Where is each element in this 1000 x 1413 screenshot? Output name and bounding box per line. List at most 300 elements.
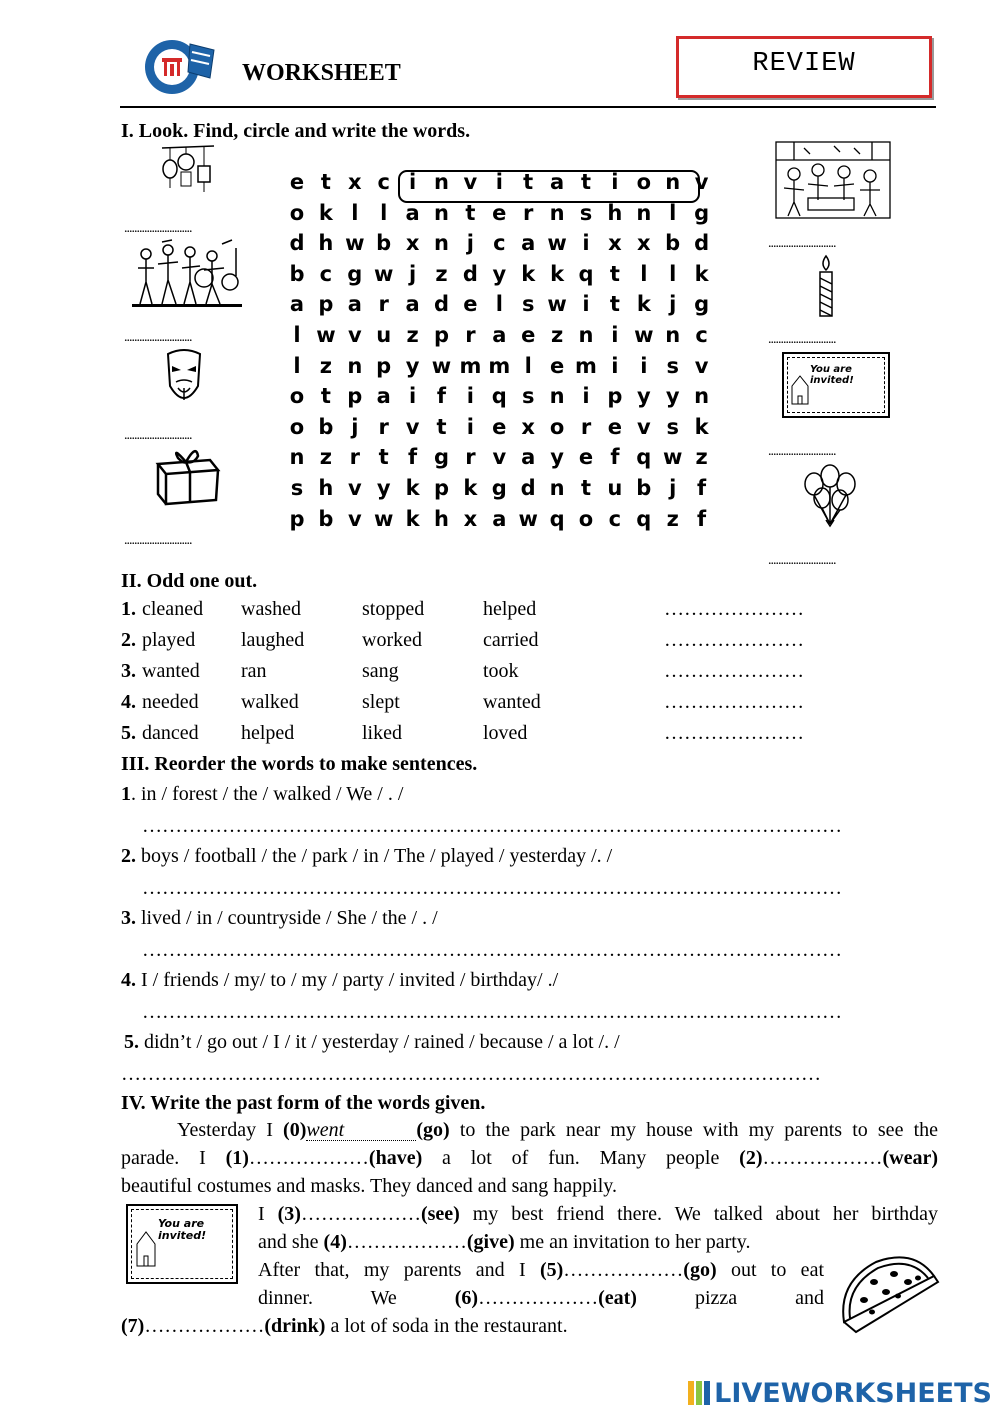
grid-letter[interactable]: o	[578, 506, 594, 531]
text-yesterday: Yesterday I	[177, 1119, 273, 1141]
grid-letter[interactable]: k	[550, 261, 565, 286]
grid-letter[interactable]: k	[405, 506, 420, 531]
grid-letter[interactable]: e	[492, 200, 507, 225]
answer-blank-2[interactable]: ...........................	[124, 330, 192, 345]
grid-letter[interactable]: x	[463, 506, 478, 531]
grid-letter[interactable]: y	[550, 445, 564, 470]
grid-letter[interactable]: n	[289, 445, 305, 470]
verb-drink: (drink)	[264, 1315, 326, 1337]
reorder-item	[121, 842, 612, 870]
invitation-card-picture	[126, 1204, 238, 1284]
grid-letter[interactable]: d	[289, 231, 305, 256]
odd-word[interactable]: wanted	[142, 660, 200, 682]
num-2: (2)	[739, 1147, 763, 1169]
grid-letter[interactable]: n	[434, 170, 449, 194]
blank-1[interactable]: ………………	[248, 1147, 369, 1169]
odd-word[interactable]: carried	[483, 629, 539, 651]
odd-word[interactable]: needed	[142, 691, 199, 713]
grid-letter[interactable]: i	[640, 353, 648, 378]
num-0: (0)	[283, 1119, 307, 1141]
reorder-answer-line[interactable]: ……………………………………………………………………………………………	[142, 1001, 842, 1023]
grid-letter[interactable]: q	[578, 261, 594, 286]
grid-letter[interactable]: p	[347, 384, 363, 409]
text-after-5: out to eat	[730, 1259, 824, 1281]
grid-letter[interactable]: z	[406, 323, 419, 347]
odd-word[interactable]: cleaned	[142, 598, 204, 620]
verb-go-0: (go)	[416, 1119, 450, 1141]
num-7: (7)	[121, 1315, 145, 1337]
grid-letter[interactable]: x	[608, 231, 622, 256]
blank-7[interactable]: ………………	[144, 1315, 265, 1337]
grid-letter[interactable]: i	[611, 323, 619, 347]
grid-letter[interactable]: r	[349, 445, 360, 470]
grid-letter[interactable]: e	[492, 414, 507, 439]
grid-letter[interactable]: i	[582, 384, 590, 409]
odd-row-number: 1.	[121, 598, 136, 620]
odd-word[interactable]: liked	[362, 722, 402, 744]
grid-letter[interactable]: f	[408, 445, 418, 470]
grid-letter[interactable]: w	[547, 231, 567, 256]
grid-letter[interactable]: w	[316, 323, 336, 347]
grid-letter[interactable]: w	[547, 292, 567, 317]
answer-blank-4[interactable]: ...........................	[124, 533, 192, 548]
grid-letter[interactable]: n	[549, 384, 565, 409]
grid-letter[interactable]: b	[665, 231, 681, 256]
grid-letter[interactable]: n	[434, 200, 449, 225]
text-dinner: dinner.	[258, 1287, 313, 1309]
example-answer[interactable]: went	[306, 1120, 416, 1141]
blank-4[interactable]: ………………	[346, 1231, 467, 1253]
grid-letter[interactable]: s	[521, 384, 535, 409]
grid-letter[interactable]: t	[436, 414, 447, 439]
grid-letter[interactable]: v	[694, 170, 709, 194]
candle-icon	[814, 254, 838, 324]
brand-text: LIVEWORKSHEETS	[714, 1378, 992, 1409]
reorder-words: . in / forest / the / walked / We / . /	[131, 783, 404, 805]
reorder-answer-line[interactable]: ……………………………………………………………………………………………	[121, 1063, 821, 1085]
odd-word[interactable]: loved	[483, 722, 528, 744]
odd-row-number: 4.	[121, 691, 136, 713]
grid-letter[interactable]: p	[433, 323, 450, 347]
grid-letter[interactable]: d	[462, 261, 478, 286]
odd-row-number: 3.	[121, 660, 136, 682]
text-we: We	[370, 1287, 397, 1309]
text-after-1: a lot of fun. Many people	[442, 1147, 720, 1169]
odd-word[interactable]: took	[483, 660, 519, 682]
grid-letter[interactable]: e	[607, 414, 623, 439]
grid-letter[interactable]: t	[609, 261, 620, 286]
grid-letter[interactable]: v	[347, 323, 362, 347]
grid-letter[interactable]: n	[549, 476, 565, 500]
grid-letter[interactable]: m	[459, 353, 482, 378]
grid-letter[interactable]: x	[348, 170, 362, 194]
grid-letter[interactable]: c	[319, 261, 333, 286]
grid-letter[interactable]: s	[666, 353, 679, 378]
grid-letter[interactable]: s	[579, 200, 593, 225]
answer-blank-8[interactable]: ...........................	[768, 553, 836, 568]
reorder-answer-line[interactable]: ……………………………………………………………………………………………	[142, 815, 842, 837]
grid-letter[interactable]: h	[318, 231, 334, 256]
gift-icon	[150, 444, 226, 514]
reorder-number: 1	[121, 783, 131, 805]
grid-letter[interactable]: v	[492, 445, 507, 470]
text-after-4: me an invitation to her party.	[519, 1231, 751, 1253]
grid-letter[interactable]: n	[694, 384, 710, 409]
paragraph-line-4	[258, 1200, 938, 1228]
liveworksheets-brand	[688, 1378, 992, 1409]
grid-letter[interactable]: z	[435, 261, 448, 286]
grid-letter[interactable]: w	[373, 261, 394, 286]
grid-letter[interactable]: t	[320, 170, 331, 194]
blank-5[interactable]: ………………	[563, 1259, 684, 1281]
word-search-grid	[282, 170, 732, 540]
grid-letter[interactable]: g	[694, 292, 710, 317]
grid-letter[interactable]: l	[524, 353, 532, 378]
grid-letter[interactable]: r	[465, 323, 476, 347]
grid-letter[interactable]: l	[293, 323, 301, 347]
grid-letter[interactable]: k	[521, 261, 536, 286]
text-pizza: pizza	[694, 1287, 738, 1309]
odd-answer-blank[interactable]: …………………	[664, 629, 804, 651]
blank-3[interactable]: ………………	[300, 1203, 421, 1225]
grid-letter[interactable]: k	[318, 200, 333, 225]
odd-word[interactable]: stopped	[362, 598, 425, 620]
reorder-words: lived / in / countryside / She / the / . /	[136, 907, 438, 929]
grid-letter[interactable]: u	[376, 323, 392, 347]
grid-letter[interactable]: l	[293, 353, 301, 378]
grid-letter[interactable]: n	[549, 200, 565, 225]
grid-letter[interactable]: r	[378, 414, 389, 439]
school-logo	[140, 38, 216, 96]
grid-letter[interactable]: b	[376, 231, 392, 256]
text-after: After that, my parents and I	[258, 1259, 526, 1281]
grid-letter[interactable]: k	[463, 476, 478, 500]
grid-letter[interactable]: i	[408, 170, 417, 194]
mask-icon	[164, 348, 204, 414]
grid-letter[interactable]: a	[521, 231, 536, 256]
grid-letter[interactable]: n	[578, 323, 594, 347]
grid-letter[interactable]: p	[318, 292, 334, 317]
grid-letter[interactable]: t	[580, 170, 592, 194]
grid-letter[interactable]: p	[433, 476, 450, 500]
party-icon	[774, 140, 892, 226]
grid-letter[interactable]: w	[431, 353, 452, 378]
grid-letter[interactable]: g	[694, 200, 710, 225]
num-1: (1)	[225, 1147, 249, 1169]
text-after-0: to the park near my house with my parents to see the	[459, 1119, 939, 1141]
reorder-answer-line[interactable]: ……………………………………………………………………………………………	[142, 877, 842, 899]
grid-letter[interactable]: b	[318, 506, 334, 531]
grid-letter[interactable]: x	[637, 231, 651, 256]
balloons-icon	[800, 464, 860, 536]
card-text: You are invited!	[810, 364, 854, 386]
circled-word-invitation	[398, 170, 700, 203]
grid-letter[interactable]: i	[495, 170, 503, 194]
paragraph-line-1	[121, 1116, 938, 1144]
parade-icon	[132, 238, 242, 316]
grid-letter[interactable]: v	[347, 506, 362, 531]
section2-heading: II. Odd one out.	[121, 570, 258, 592]
grid-letter[interactable]: w	[345, 231, 365, 256]
grid-letter[interactable]: f	[697, 506, 707, 531]
reorder-answer-line[interactable]: ……………………………………………………………………………………………	[142, 939, 842, 961]
grid-letter[interactable]: z	[319, 353, 332, 378]
grid-letter[interactable]: j	[466, 231, 474, 256]
grid-letter[interactable]: b	[636, 476, 652, 500]
grid-letter[interactable]: b	[318, 414, 334, 439]
verb-wear: (wear)	[882, 1147, 939, 1169]
grid-letter[interactable]: n	[636, 200, 652, 225]
grid-letter[interactable]: s	[666, 414, 679, 439]
grid-letter[interactable]: a	[405, 292, 420, 317]
grid-letter[interactable]: i	[611, 170, 619, 194]
num-3: (3)	[277, 1203, 301, 1225]
grid-letter[interactable]: l	[669, 261, 677, 286]
grid-letter[interactable]: y	[405, 353, 420, 378]
grid-letter[interactable]: i	[611, 353, 619, 378]
grid-letter[interactable]: x	[405, 231, 420, 256]
liveworksheets-logo-icon	[688, 1381, 710, 1405]
review-label: REVIEW	[752, 49, 856, 79]
worksheet-title: WORKSHEET	[242, 60, 401, 86]
grid-letter[interactable]: a	[521, 445, 536, 470]
grid-letter[interactable]: k	[694, 414, 709, 439]
review-badge	[676, 36, 932, 98]
grid-letter[interactable]: d	[694, 231, 710, 256]
reorder-words: boys / football / the / park / in / The / played / yesterday /. /	[136, 845, 613, 867]
reorder-words: didn’t / go out / I / it / yesterday / rained / because / a lot /. /	[139, 1031, 620, 1053]
grid-letter[interactable]: f	[610, 445, 620, 470]
grid-letter[interactable]: w	[373, 506, 394, 531]
answer-blank-1[interactable]: ...........................	[124, 221, 192, 236]
grid-letter[interactable]: e	[578, 445, 594, 470]
answer-blank-7[interactable]: ...........................	[768, 444, 836, 459]
grid-letter[interactable]: s	[290, 476, 304, 500]
grid-letter[interactable]: h	[607, 200, 623, 225]
card-text-2: You are invited!	[158, 1217, 207, 1242]
reorder-number: 4.	[121, 969, 136, 991]
grid-letter[interactable]: q	[636, 506, 652, 531]
odd-word[interactable]: worked	[362, 629, 422, 651]
grid-letter[interactable]: g	[433, 445, 450, 470]
grid-letter[interactable]: e	[289, 170, 305, 194]
grid-letter[interactable]: i	[466, 384, 474, 409]
grid-letter[interactable]: y	[636, 384, 651, 409]
grid-letter[interactable]: d	[433, 292, 450, 317]
odd-word[interactable]: played	[142, 629, 196, 651]
grid-letter[interactable]: l	[351, 200, 359, 225]
answer-blank-5[interactable]: ...........................	[768, 236, 836, 251]
grid-letter[interactable]: x	[521, 414, 535, 439]
grid-letter[interactable]: c	[695, 323, 708, 347]
grid-letter[interactable]: l	[640, 261, 648, 286]
grid-letter[interactable]: l	[669, 200, 677, 225]
grid-letter[interactable]: v	[405, 414, 420, 439]
grid-letter[interactable]: f	[436, 384, 447, 409]
grid-letter[interactable]: y	[376, 476, 391, 500]
grid-letter[interactable]: r	[523, 200, 534, 225]
grid-letter[interactable]: p	[607, 384, 623, 409]
grid-letter[interactable]: o	[289, 200, 305, 225]
grid-letter[interactable]: a	[347, 292, 362, 317]
grid-letter[interactable]: v	[694, 353, 709, 378]
reorder-item	[124, 1028, 620, 1056]
grid-letter[interactable]: n	[347, 353, 363, 378]
grid-letter[interactable]: o	[289, 414, 305, 439]
grid-letter[interactable]: n	[434, 231, 449, 256]
grid-letter[interactable]: k	[405, 476, 420, 500]
grid-letter[interactable]: m	[488, 353, 511, 378]
text-parade: parade. I	[121, 1147, 206, 1169]
grid-letter[interactable]: l	[380, 200, 388, 225]
lanterns-icon	[158, 142, 218, 204]
grid-letter[interactable]: t	[523, 170, 534, 194]
grid-letter[interactable]: e	[521, 323, 536, 347]
odd-word[interactable]: ran	[241, 660, 267, 682]
paragraph-line-6	[258, 1256, 824, 1284]
grid-letter[interactable]: j	[669, 292, 677, 317]
odd-word[interactable]: washed	[241, 598, 301, 620]
grid-letter[interactable]: w	[634, 323, 654, 347]
grid-letter[interactable]: v	[347, 476, 362, 500]
grid-letter[interactable]: t	[580, 476, 592, 500]
grid-letter[interactable]: l	[495, 292, 503, 317]
grid-letter[interactable]: e	[463, 292, 478, 317]
grid-letter[interactable]: a	[550, 170, 565, 194]
invitation-card-icon	[782, 352, 890, 418]
grid-letter[interactable]: d	[520, 476, 536, 500]
blank-6[interactable]: ………………	[478, 1287, 599, 1309]
reorder-item	[121, 904, 438, 932]
odd-word[interactable]: sang	[362, 660, 399, 682]
verb-eat: (eat)	[598, 1287, 637, 1309]
text-i: I	[258, 1203, 265, 1225]
grid-letter[interactable]: a	[405, 200, 420, 225]
num-6: (6)	[454, 1287, 479, 1309]
grid-letter[interactable]: b	[289, 261, 305, 286]
grid-letter[interactable]: q	[636, 445, 652, 470]
grid-letter[interactable]: f	[697, 476, 707, 500]
grid-letter[interactable]: o	[289, 384, 305, 409]
grid-letter[interactable]: j	[351, 414, 359, 439]
grid-letter[interactable]: c	[377, 170, 390, 194]
grid-letter[interactable]: i	[408, 384, 417, 409]
grid-letter[interactable]: o	[549, 414, 565, 439]
section3-heading: III. Reorder the words to make sentences.	[121, 753, 478, 775]
grid-letter[interactable]: c	[493, 231, 506, 256]
num-4: (4)	[323, 1231, 347, 1253]
grid-letter[interactable]: g	[347, 261, 363, 286]
grid-letter[interactable]: m	[575, 353, 597, 378]
grid-letter[interactable]: r	[378, 292, 389, 317]
grid-letter[interactable]: z	[666, 506, 679, 531]
paragraph-line-7	[258, 1284, 824, 1312]
odd-answer-blank[interactable]: …………………	[664, 691, 804, 713]
reorder-item	[121, 780, 403, 808]
grid-letter[interactable]: g	[491, 476, 507, 500]
grid-letter[interactable]: a	[376, 384, 391, 409]
grid-letter[interactable]: v	[463, 170, 478, 194]
grid-letter[interactable]: c	[608, 506, 622, 531]
grid-letter[interactable]: q	[491, 384, 507, 409]
section4-heading: IV. Write the past form of the words given.	[121, 1092, 486, 1114]
odd-word[interactable]: helped	[483, 598, 537, 620]
grid-letter[interactable]: w	[662, 445, 683, 470]
grid-letter[interactable]: n	[665, 323, 681, 347]
grid-letter[interactable]: s	[521, 292, 535, 317]
grid-letter[interactable]: t	[320, 384, 331, 409]
reorder-number: 5.	[124, 1031, 139, 1053]
answer-blank-6[interactable]: ...........................	[768, 332, 836, 347]
grid-letter[interactable]: v	[636, 414, 651, 439]
grid-letter[interactable]: t	[465, 200, 476, 225]
header-divider	[120, 106, 936, 108]
verb-give: (give)	[466, 1231, 515, 1253]
grid-letter[interactable]: o	[636, 170, 652, 194]
odd-word[interactable]: helped	[241, 722, 295, 744]
odd-answer-blank[interactable]: …………………	[664, 722, 804, 744]
odd-answer-blank[interactable]: …………………	[664, 598, 804, 620]
grid-letter[interactable]: p	[289, 506, 305, 531]
num-5: (5)	[539, 1259, 564, 1281]
grid-letter[interactable]: i	[582, 231, 590, 256]
grid-letter[interactable]: r	[465, 445, 476, 470]
odd-word[interactable]: wanted	[483, 691, 541, 713]
grid-letter[interactable]: z	[319, 445, 332, 470]
grid-letter[interactable]: z	[550, 323, 564, 347]
odd-word[interactable]: slept	[362, 691, 400, 713]
grid-letter[interactable]: a	[492, 506, 507, 531]
grid-letter[interactable]: a	[289, 292, 305, 317]
verb-go-5: (go)	[683, 1259, 717, 1281]
odd-word[interactable]: walked	[241, 691, 299, 713]
text-after-3: my best friend there. We talked about her birthday	[472, 1203, 938, 1225]
reorder-number: 3.	[121, 907, 136, 929]
grid-letter[interactable]: h	[434, 506, 449, 531]
grid-letter[interactable]: k	[636, 292, 651, 317]
answer-blank-3[interactable]: ...........................	[124, 428, 192, 443]
grid-letter[interactable]: k	[694, 261, 709, 286]
grid-letter[interactable]: j	[408, 261, 417, 286]
grid-letter[interactable]: i	[582, 292, 590, 317]
grid-letter[interactable]: p	[376, 353, 392, 378]
grid-letter[interactable]: n	[665, 170, 681, 194]
blank-2[interactable]: ………………	[762, 1147, 883, 1169]
grid-letter[interactable]: w	[518, 506, 538, 531]
grid-letter[interactable]: r	[580, 414, 592, 439]
paragraph-line-2	[121, 1144, 938, 1172]
grid-letter[interactable]: i	[466, 414, 474, 439]
grid-letter[interactable]: e	[549, 353, 565, 378]
grid-letter[interactable]: t	[609, 292, 620, 317]
odd-row-number: 2.	[121, 629, 136, 651]
odd-word[interactable]: laughed	[241, 629, 305, 651]
grid-letter[interactable]: u	[607, 476, 623, 500]
odd-word[interactable]: danced	[142, 722, 199, 744]
grid-letter[interactable]: j	[669, 476, 677, 500]
grid-letter[interactable]: y	[665, 384, 680, 409]
odd-answer-blank[interactable]: …………………	[664, 660, 804, 682]
reorder-item	[121, 966, 558, 994]
grid-letter[interactable]: y	[492, 261, 507, 286]
reorder-words: I / friends / my/ to / my / party / invited / birthday/ ./	[136, 969, 559, 991]
grid-letter[interactable]: q	[549, 506, 565, 531]
text-after-7: a lot of soda in the restaurant.	[330, 1315, 568, 1337]
grid-letter[interactable]: a	[492, 323, 507, 347]
grid-letter[interactable]: h	[318, 476, 334, 500]
grid-letter[interactable]: t	[378, 445, 389, 470]
grid-letter[interactable]: z	[695, 445, 708, 470]
